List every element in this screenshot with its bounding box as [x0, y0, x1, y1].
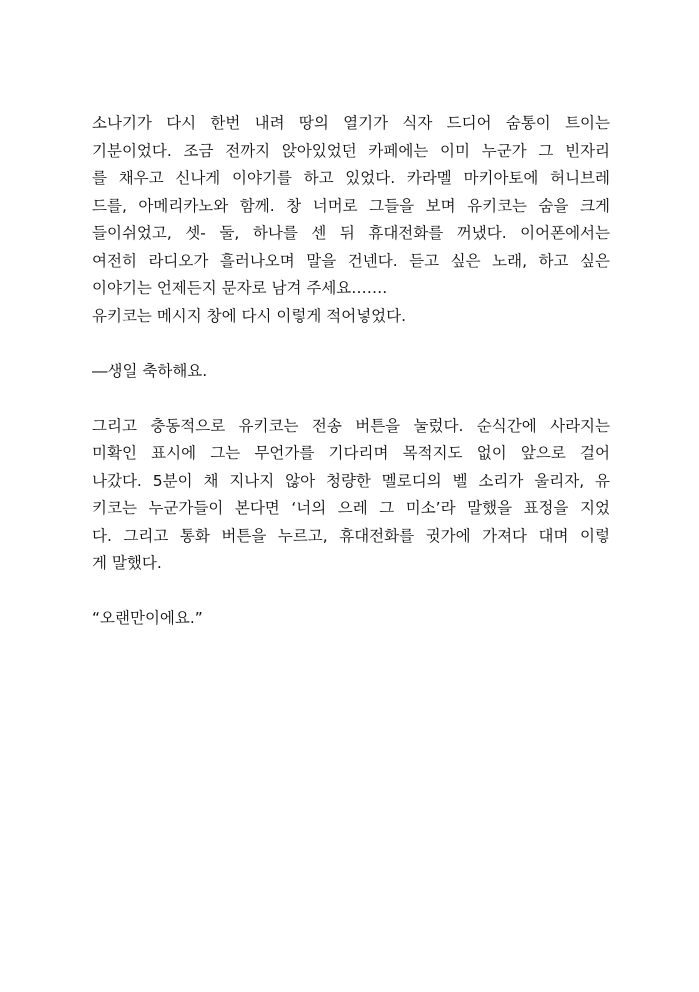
text-line: 키코는 누군가들이 본다면 ‘너의 으레 그 미소’라 말했을 표정을 지었: [92, 499, 610, 517]
text-line: 여전히 라디오가 흘러나오며 말을 건넨다. 듣고 싶은 노래, 하고 싶은: [92, 251, 610, 270]
text-line: 들이쉬었고, 셋- 둘, 하나를 센 뒤 휴대전화를 꺼냈다. 이어폰에서는: [92, 224, 610, 242]
text-line: 유키코는 메시지 창에 다시 이렇게 적어넣었다.: [92, 306, 407, 325]
dialogue-line: ―생일 축하해요.: [92, 361, 208, 380]
dialogue-line: “오랜만이에요.”: [92, 609, 203, 627]
text-line: 게 말했다.: [92, 554, 162, 572]
blank-line: [92, 578, 610, 606]
text-line: 드를, 아메리카노와 함께. 창 너머로 그들을 보며 유키코는 숨을 크게: [92, 196, 610, 215]
text-line: 그리고 충동적으로 유키코는 전송 버튼을 눌렀다. 순식간에 사라지는: [92, 416, 610, 435]
text-line: 소나기가 다시 한번 내려 땅의 열기가 식자 드디어 숨통이 트이는: [92, 114, 610, 132]
text-line: 나갔다. 5분이 채 지나지 않아 청량한 멜로디의 벨 소리가 울리자, 유: [92, 471, 610, 490]
body-text: [92, 110, 610, 633]
text-line: 이야기는 언제든지 문자로 남겨 주세요…….: [92, 279, 388, 297]
text-line: 다. 그리고 통화 버튼을 누르고, 휴대전화를 귓가에 가져다 대며 이렇: [92, 526, 610, 545]
text-line: 를 채우고 신나게 이야기를 하고 있었다. 카라멜 마키아토에 허니브레: [92, 169, 610, 187]
blank-line: [92, 330, 610, 358]
text-line: 기분이었다. 조금 전까지 앉아있었던 카페에는 이미 누군가 그 빈자리: [92, 141, 610, 160]
blank-line: [92, 385, 610, 413]
text-line: 미확인 표시에 그는 무언가를 기다리며 목적지도 없이 앞으로 걸어: [92, 444, 610, 462]
